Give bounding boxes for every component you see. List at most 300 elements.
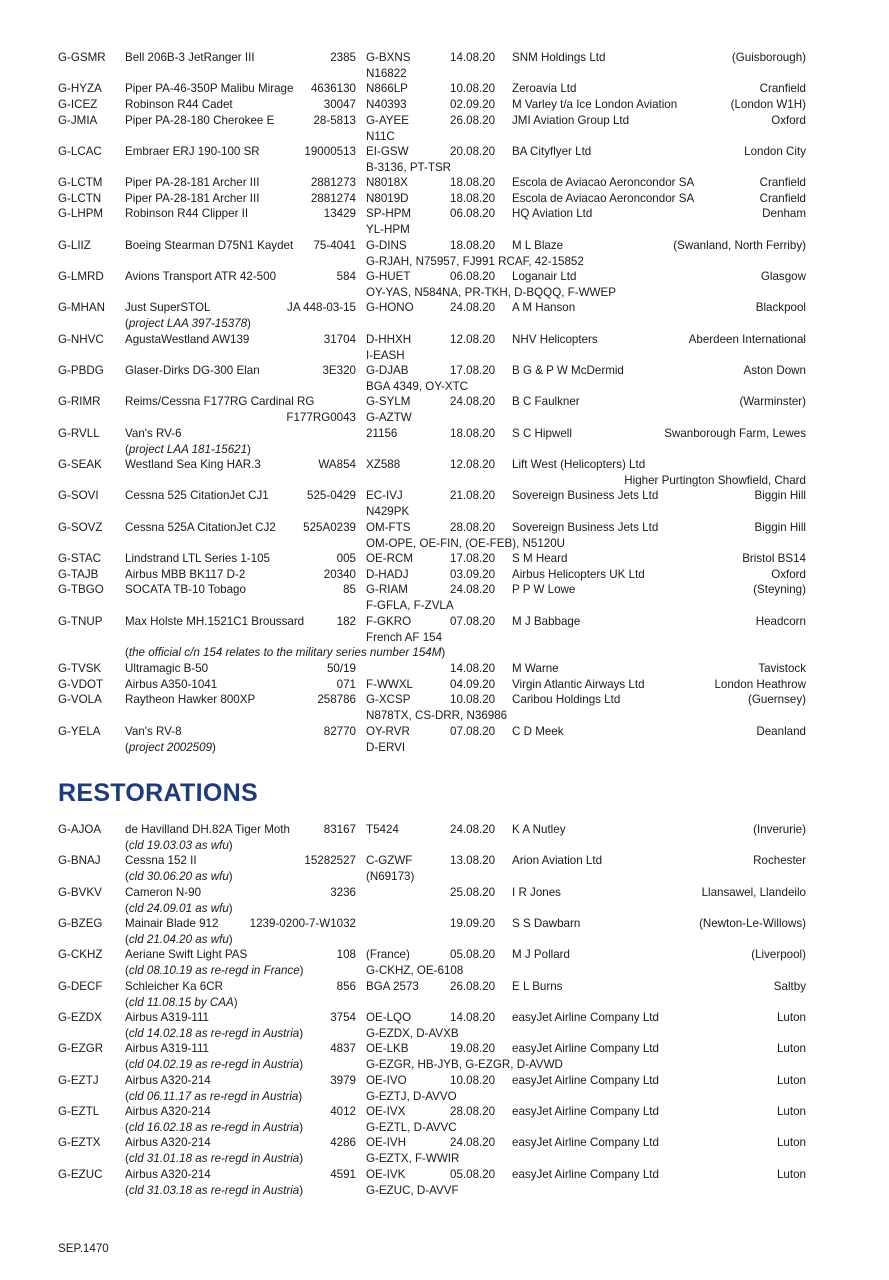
aircraft-type: Just SuperSTOL (125, 301, 211, 314)
entry-line (58, 254, 806, 270)
register-entry (58, 426, 806, 457)
registration-date: 10.08.20 (450, 82, 496, 95)
construction-number: F177RG0043 (286, 410, 356, 424)
register-entry (58, 1010, 806, 1041)
previous-identity: (France) (366, 948, 410, 961)
entry-line (58, 1089, 806, 1105)
register-entry (58, 113, 806, 144)
aircraft-type: Cessna 152 II (125, 854, 197, 867)
previous-identity-extra: G-RJAH, N75957, FJ991 RCAF, 42-15852 (366, 254, 584, 268)
owner: Lift West (Helicopters) Ltd (512, 458, 646, 471)
entry-line (58, 598, 806, 614)
entry-note-text: project 2002509 (128, 740, 213, 754)
owner: P P W Lowe (512, 583, 576, 596)
aircraft-type: Raytheon Hawker 800XP (125, 693, 256, 706)
previous-identity-extra: OM-OPE, OE-FIN, (OE-FEB), N5120U (366, 536, 566, 550)
aircraft-type: Airbus MBB BK117 D-2 (125, 568, 246, 581)
construction-number: 85 (343, 583, 356, 596)
previous-identity: OE-IVX (366, 1105, 406, 1118)
registration: G-STAC (58, 552, 101, 565)
registration: G-AJOA (58, 823, 102, 836)
base: London Heathrow (714, 678, 806, 691)
previous-identity: D-HHXH (366, 333, 412, 346)
register-entry (58, 144, 806, 175)
entry-line (58, 963, 806, 979)
base: (Liverpool) (751, 948, 806, 961)
previous-identity-extra: F-GFLA, F-ZVLA (366, 598, 454, 612)
construction-number: 50/19 (326, 662, 356, 675)
entry-line (58, 175, 806, 191)
entry-line (58, 869, 806, 885)
entry-line (58, 206, 806, 222)
registration: G-YELA (58, 725, 101, 738)
previous-identity: G-HONO (366, 301, 414, 314)
entry-line (58, 916, 806, 932)
owner: Virgin Atlantic Airways Ltd (512, 678, 645, 691)
aircraft-type: Cameron N-90 (125, 886, 202, 899)
registration-date: 02.09.20 (450, 98, 496, 111)
construction-number: JA 448-03-15 (287, 301, 356, 314)
entry-line (58, 379, 806, 395)
entry-note: (cld 31.01.18 as re-regd in Austria) (125, 1151, 304, 1165)
owner: easyJet Airline Company Ltd (512, 1105, 659, 1118)
aircraft-type: Piper PA-46-350P Malibu Mirage (125, 82, 294, 95)
register-entry (58, 1135, 806, 1166)
aircraft-type: Mainair Blade 912 (125, 917, 219, 930)
registration: G-CKHZ (58, 948, 103, 961)
base: (Swanland, North Ferriby) (673, 239, 806, 252)
entry-line (58, 947, 806, 963)
aircraft-type: Cessna 525A CitationJet CJ2 (125, 521, 276, 534)
entry-line (58, 50, 806, 66)
previous-identity: G-DJAB (366, 364, 409, 377)
base: Glasgow (760, 270, 806, 283)
register-entry (58, 551, 806, 567)
entry-note: (cld 24.09.01 as wfu) (125, 901, 233, 915)
entry-line (58, 614, 806, 630)
entry-note: (cld 06.11.17 as re-regd in Austria) (125, 1089, 303, 1103)
aircraft-type: Robinson R44 Cadet (125, 98, 233, 111)
registration: G-BVKV (58, 886, 102, 899)
entry-line (58, 238, 806, 254)
aircraft-type: Bell 206B-3 JetRanger III (125, 51, 255, 64)
entry-note-text: the official c/n 154 relates to the military series number 154M (128, 646, 442, 660)
owner: M L Blaze (512, 239, 564, 252)
register-entry (58, 724, 806, 755)
previous-identity-extra: OY-YAS, N584NA, PR-TKH, D-BQQQ, F-WWEP (366, 285, 616, 299)
registration-date: 18.08.20 (450, 239, 496, 252)
entry-line (58, 191, 806, 207)
base: (Guisborough) (731, 51, 806, 64)
registration-date: 10.08.20 (450, 1074, 496, 1087)
owner: A M Hanson (512, 301, 576, 314)
entry-line (58, 1104, 806, 1120)
registration-date: 18.08.20 (450, 176, 496, 189)
previous-identity: G-SYLM (366, 395, 411, 408)
entry-note-text: cld 08.10.19 as re-regd in France (128, 963, 300, 977)
registration: G-LHPM (58, 207, 104, 220)
entry-note: (project 2002509) (125, 740, 216, 754)
entry-note-text: cld 31.03.18 as re-regd in Austria (128, 1183, 300, 1197)
registration-date: 04.09.20 (450, 678, 496, 691)
entry-line (58, 160, 806, 176)
aircraft-type: Airbus A319-111 (125, 1042, 210, 1055)
owner: S C Hipwell (512, 427, 572, 440)
base: Headcorn (755, 615, 806, 628)
entry-line (58, 81, 806, 97)
entry-line (58, 410, 806, 426)
base: Bristol BS14 (742, 552, 806, 565)
entry-line (58, 536, 806, 552)
entry-note: (project LAA 181-15621) (125, 442, 251, 456)
construction-number: 4012 (330, 1105, 356, 1118)
entry-line (58, 97, 806, 113)
entry-note-text: cld 19.03.03 as wfu (128, 838, 229, 852)
previous-identity-extra: N429PK (366, 504, 410, 518)
owner: easyJet Airline Company Ltd (512, 1136, 659, 1149)
construction-number: 83167 (323, 823, 356, 836)
entry-line (58, 300, 806, 316)
entry-note-text: cld 21.04.20 as wfu (128, 932, 229, 946)
previous-identity: G-DINS (366, 239, 407, 252)
base: Oxford (771, 568, 806, 581)
registration-date: 12.08.20 (450, 333, 496, 346)
previous-identity: D-HADJ (366, 568, 409, 581)
construction-number: 3979 (330, 1074, 356, 1087)
entry-line (58, 285, 806, 301)
aircraft-type: Aeriane Swift Light PAS (125, 948, 248, 961)
owner: M J Pollard (512, 948, 570, 961)
registration: G-LMRD (58, 270, 104, 283)
registration-date: 17.08.20 (450, 364, 496, 377)
base: Higher Purtington Showfield, Chard (624, 473, 806, 487)
entry-note-text: project LAA 397-15378 (128, 316, 248, 330)
previous-identity: OY-RVR (366, 725, 410, 738)
base: Luton (776, 1168, 806, 1181)
registration: G-LCTN (58, 192, 102, 205)
owner: K A Nutley (512, 823, 566, 836)
owner: easyJet Airline Company Ltd (512, 1011, 659, 1024)
construction-number: 1239-0200-7-W1032 (249, 917, 356, 930)
entry-line (58, 113, 806, 129)
previous-identity-extra: N878TX, CS-DRR, N36986 (366, 708, 508, 722)
registration: G-TAJB (58, 568, 99, 581)
previous-identity-extra: YL-HPM (366, 222, 410, 236)
entry-line (58, 269, 806, 285)
base: (Warminster) (739, 395, 806, 408)
entry-line (58, 677, 806, 693)
entry-line (58, 222, 806, 238)
registration: G-TNUP (58, 615, 103, 628)
previous-identity: G-XCSP (366, 693, 411, 706)
registration: G-HYZA (58, 82, 102, 95)
previous-identity: OE-IVH (366, 1136, 406, 1149)
previous-identity: G-HUET (366, 270, 411, 283)
previous-identity: SP-HPM (366, 207, 412, 220)
aircraft-type: Airbus A320-214 (125, 1074, 211, 1087)
previous-identity: F-GKRO (366, 615, 412, 628)
registration-date: 05.08.20 (450, 948, 496, 961)
registration-date: 13.08.20 (450, 854, 496, 867)
registration-date: 03.09.20 (450, 568, 496, 581)
registration-date: 12.08.20 (450, 458, 496, 471)
previous-identity: OE-IVK (366, 1168, 406, 1181)
registration: G-RVLL (58, 427, 100, 440)
registration: G-DECF (58, 980, 103, 993)
previous-identity: XZ588 (366, 458, 401, 471)
previous-identity: G-BXNS (366, 51, 411, 64)
register-entry (58, 300, 806, 331)
entry-note-text: cld 30.06.20 as wfu (128, 869, 229, 883)
aircraft-type: Schleicher Ka 6CR (125, 980, 223, 993)
aircraft-type: de Havilland DH.82A Tiger Moth (125, 823, 290, 836)
aircraft-type: Boeing Stearman D75N1 Kaydet (125, 239, 294, 252)
register-entry (58, 916, 806, 947)
aircraft-type: AgustaWestland AW139 (125, 333, 250, 346)
previous-identity: G-AYEE (366, 114, 409, 127)
registration-date: 18.08.20 (450, 192, 496, 205)
owner: HQ Aviation Ltd (512, 207, 593, 220)
registration: G-TBGO (58, 583, 104, 596)
registration: G-MHAN (58, 301, 106, 314)
aircraft-type: Reims/Cessna F177RG Cardinal RG (125, 395, 315, 408)
register-entry (58, 947, 806, 978)
registration: G-BZEG (58, 917, 103, 930)
construction-number: 4837 (330, 1042, 356, 1055)
registration: G-VDOT (58, 678, 104, 691)
base: Luton (776, 1011, 806, 1024)
entry-note: (cld 11.08.15 by CAA) (125, 995, 238, 1009)
registration: G-VOLA (58, 693, 102, 706)
register-entry (58, 582, 806, 613)
registration: G-LCTM (58, 176, 103, 189)
previous-identity: 21156 (366, 427, 398, 440)
registration-date: 10.08.20 (450, 693, 496, 706)
owner: SNM Holdings Ltd (512, 51, 606, 64)
construction-number: 2881274 (310, 192, 356, 205)
previous-identity-extra: French AF 154 (366, 630, 443, 644)
register-entry (58, 661, 806, 677)
entry-note-text: cld 04.02.19 as re-regd in Austria (128, 1057, 300, 1071)
owner: I R Jones (512, 886, 561, 899)
registration-date: 07.08.20 (450, 725, 496, 738)
entry-line (58, 708, 806, 724)
previous-identity: G-RIAM (366, 583, 408, 596)
construction-number: 525-0429 (307, 489, 356, 502)
previous-identity-extra: BGA 4349, OY-XTC (366, 379, 469, 393)
entry-line (58, 567, 806, 583)
previous-identity: N8018X (366, 176, 408, 189)
entry-line (58, 995, 806, 1011)
aircraft-type: Embraer ERJ 190-100 SR (125, 145, 260, 158)
owner: B G & P W McDermid (512, 364, 624, 377)
construction-number: 28-5813 (313, 114, 356, 127)
entry-line (58, 488, 806, 504)
aircraft-type: Airbus A350-1041 (125, 678, 218, 691)
registration-date: 24.08.20 (450, 583, 496, 596)
entry-note-text: cld 14.02.18 as re-regd in Austria (128, 1026, 300, 1040)
registration-date: 26.08.20 (450, 114, 496, 127)
previous-identity: EI-GSW (366, 145, 409, 158)
construction-number: 15282527 (304, 854, 356, 867)
registration: G-SOVI (58, 489, 99, 502)
construction-number: 13429 (323, 207, 356, 220)
registration: G-BNAJ (58, 854, 101, 867)
registration: G-JMIA (58, 114, 98, 127)
registration-date: 14.08.20 (450, 1011, 496, 1024)
previous-identity-extra: G-CKHZ, OE-6108 (366, 963, 464, 977)
previous-identity: N8019D (366, 192, 409, 205)
base: (Guernsey) (748, 693, 806, 706)
entry-line (58, 1183, 806, 1199)
owner: JMI Aviation Group Ltd (512, 114, 630, 127)
base: Tavistock (758, 662, 806, 675)
entry-line (58, 551, 806, 567)
entry-line (58, 129, 806, 145)
base: Rochester (753, 854, 806, 867)
owner: NHV Helicopters (512, 333, 598, 346)
entry-line (58, 473, 806, 489)
entry-line (58, 426, 806, 442)
owner: easyJet Airline Company Ltd (512, 1168, 659, 1181)
entry-line (58, 1135, 806, 1151)
registration-date: 14.08.20 (450, 51, 496, 64)
construction-number: 2881273 (310, 176, 356, 189)
registration-date: 24.08.20 (450, 823, 496, 836)
entry-note: (cld 16.02.18 as re-regd in Austria) (125, 1120, 304, 1134)
entry-note-text: cld 31.01.18 as re-regd in Austria (128, 1151, 300, 1165)
entry-note-text: cld 16.02.18 as re-regd in Austria (128, 1120, 300, 1134)
construction-number: 258786 (317, 693, 356, 706)
aircraft-type: Piper PA-28-181 Archer III (125, 192, 260, 205)
construction-number: 4591 (330, 1168, 356, 1181)
entry-line (58, 692, 806, 708)
registration-date: 24.08.20 (450, 395, 496, 408)
registration-date: 21.08.20 (450, 489, 496, 502)
base: Oxford (771, 114, 806, 127)
aircraft-type: Airbus A320-214 (125, 1136, 211, 1149)
owner: C D Meek (512, 725, 564, 738)
register-entry (58, 822, 806, 853)
base: Cranfield (759, 82, 806, 95)
aircraft-type: Airbus A320-214 (125, 1168, 211, 1181)
register-entry (58, 520, 806, 551)
base: Blackpool (755, 301, 806, 314)
base: London City (744, 145, 806, 158)
register-entry (58, 614, 806, 661)
register-entry (58, 567, 806, 583)
registration-date: 24.08.20 (450, 1136, 496, 1149)
previous-identity-extra: G-EZGR, HB-JYB, G-EZGR, D-AVWD (366, 1057, 563, 1071)
entry-note: (cld 19.03.03 as wfu) (125, 838, 233, 852)
register-entry (58, 50, 806, 81)
construction-number: 525A0239 (303, 521, 356, 534)
construction-number: 182 (336, 615, 356, 628)
base: Llansawel, Llandeilo (701, 886, 806, 899)
previous-identity: OE-LKB (366, 1042, 409, 1055)
owner: BA Cityflyer Ltd (512, 145, 592, 158)
base: Swanborough Farm, Lewes (664, 427, 806, 440)
entry-line (58, 582, 806, 598)
registration: G-RIMR (58, 395, 101, 408)
page-footer: SEP.1470 (58, 1242, 109, 1255)
registration: G-EZGR (58, 1042, 104, 1055)
entry-line (58, 1010, 806, 1026)
aircraft-type: Airbus A319-111 (125, 1011, 210, 1024)
registration: G-EZUC (58, 1168, 103, 1181)
entry-line (58, 1151, 806, 1167)
owner: Caribou Holdings Ltd (512, 693, 621, 706)
entry-line (58, 1120, 806, 1136)
previous-identity: N866LP (366, 82, 408, 95)
owner: Escola de Aviacao Aeroncondor SA (512, 176, 695, 189)
base: Biggin Hill (754, 489, 806, 502)
registration-date: 28.08.20 (450, 521, 496, 534)
base: Luton (776, 1042, 806, 1055)
entry-line (58, 885, 806, 901)
register-entry (58, 1167, 806, 1198)
registration-date: 20.08.20 (450, 145, 496, 158)
registration-date: 05.08.20 (450, 1168, 496, 1181)
construction-number: 584 (336, 270, 356, 283)
entry-line (58, 1057, 806, 1073)
register-entry (58, 363, 806, 394)
registration-date: 18.08.20 (450, 427, 496, 440)
registration-date: 06.08.20 (450, 207, 496, 220)
base: Deanland (756, 725, 806, 738)
register-entry (58, 885, 806, 916)
entry-line (58, 724, 806, 740)
base: (London W1H) (730, 98, 806, 111)
entry-line (58, 901, 806, 917)
aircraft-type: Piper PA-28-180 Cherokee E (125, 114, 275, 127)
entry-note: (cld 14.02.18 as re-regd in Austria) (125, 1026, 304, 1040)
registration: G-EZTX (58, 1136, 101, 1149)
construction-number: 071 (336, 678, 356, 691)
entry-line (58, 394, 806, 410)
register-entry (58, 853, 806, 884)
construction-number: 108 (336, 948, 356, 961)
entry-note: (cld 30.06.20 as wfu) (125, 869, 233, 883)
registration-date: 06.08.20 (450, 270, 496, 283)
registration-date: 19.09.20 (450, 917, 496, 930)
aircraft-type: Avions Transport ATR 42-500 (125, 270, 277, 283)
entry-line (58, 740, 806, 756)
entry-line (58, 932, 806, 948)
registration-date: 25.08.20 (450, 886, 496, 899)
base: (Newton-Le-Willows) (699, 917, 806, 930)
aircraft-type: Ultramagic B-50 (125, 662, 209, 675)
previous-identity-extra: I-EASH (366, 348, 405, 362)
owner: M Warne (512, 662, 559, 675)
construction-number: 20340 (323, 568, 356, 581)
aircraft-type: Lindstrand LTL Series 1-105 (125, 552, 271, 565)
construction-number: 005 (336, 552, 356, 565)
entry-line (58, 66, 806, 82)
owner: M Varley t/a Ice London Aviation (512, 98, 678, 111)
owner: Escola de Aviacao Aeroncondor SA (512, 192, 695, 205)
register-entry (58, 191, 806, 207)
construction-number: 4636130 (310, 82, 356, 95)
registration-date: 26.08.20 (450, 980, 496, 993)
aircraft-type: Robinson R44 Clipper II (125, 207, 249, 220)
aircraft-type: Piper PA-28-181 Archer III (125, 176, 260, 189)
construction-number: 31704 (323, 333, 356, 346)
entry-note-text: cld 06.11.17 as re-regd in Austria (128, 1089, 299, 1103)
registration: G-EZTL (58, 1105, 100, 1118)
owner: M J Babbage (512, 615, 581, 628)
construction-number: 3E320 (322, 364, 356, 377)
